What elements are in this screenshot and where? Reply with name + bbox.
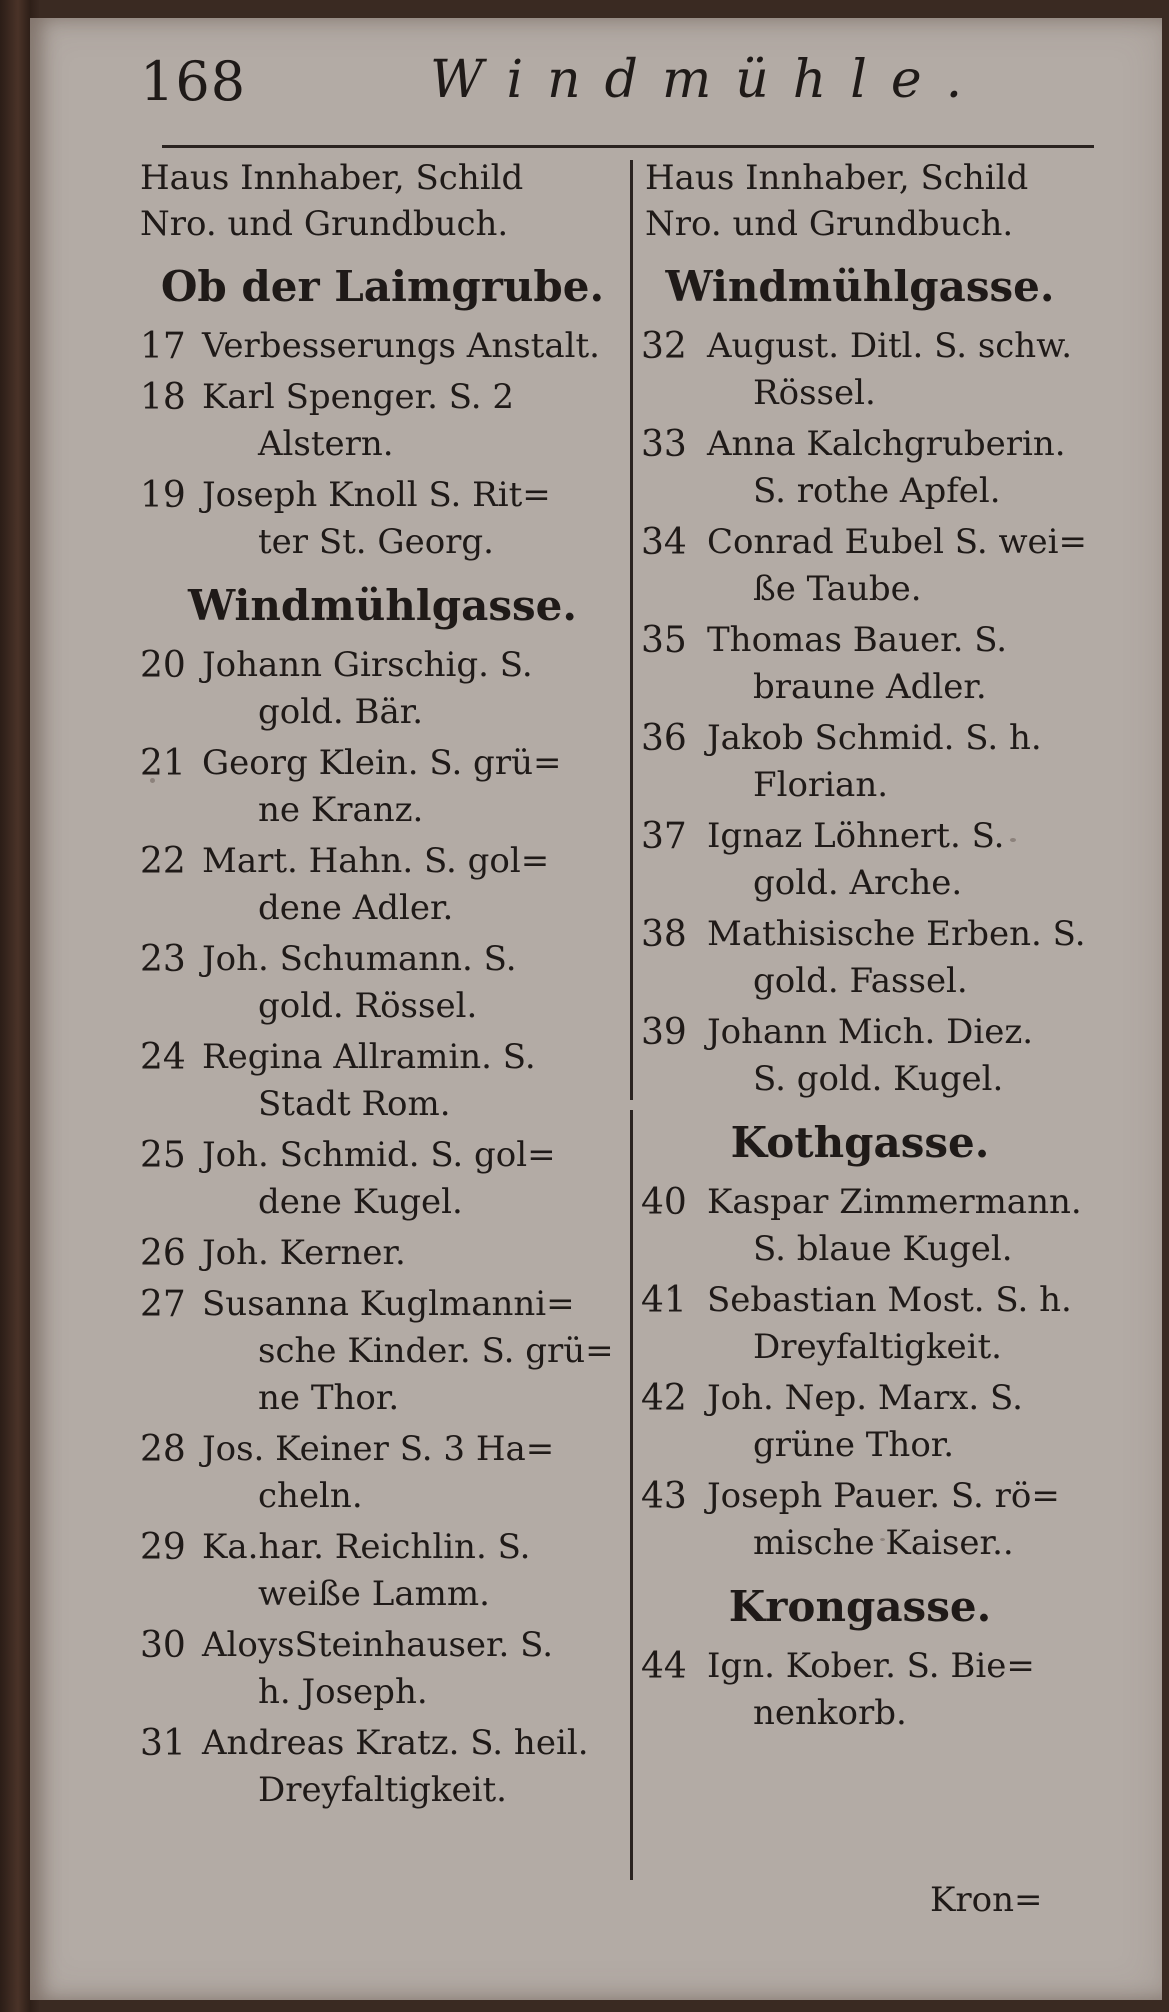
house-number: 42 xyxy=(641,1378,687,1419)
entry-text: Joh. Schmid. S. gol= xyxy=(202,1135,556,1175)
entry-text: gold. Bär. xyxy=(258,692,424,732)
house-entry xyxy=(625,813,1095,907)
house-number: 25 xyxy=(140,1135,186,1176)
entry-text: Mart. Hahn. S. gol= xyxy=(202,841,550,881)
entry-text: sche Kinder. S. grü= xyxy=(258,1331,614,1371)
entry-text: S. rothe Apfel. xyxy=(753,471,1001,511)
entry-text: ße Taube. xyxy=(753,569,922,609)
column-header-line: Nro. und Grundbuch. xyxy=(645,204,1014,244)
house-entry xyxy=(625,1473,1095,1567)
house-entry xyxy=(625,617,1095,711)
entry-text: h. Joseph. xyxy=(258,1672,428,1712)
house-entry xyxy=(625,1277,1095,1371)
entry-text: Conrad Eubel S. wei= xyxy=(707,522,1088,562)
entry-text: Verbesserungs Anstalt. xyxy=(202,326,600,366)
house-number: 22 xyxy=(140,841,186,882)
house-entry xyxy=(140,936,625,1030)
street-heading: Ob der Laimgrube. xyxy=(160,262,605,311)
house-number: 28 xyxy=(140,1429,186,1470)
house-number: 17 xyxy=(140,326,186,367)
entry-text: Karl Spenger. S. 2 xyxy=(202,377,515,417)
entry-text: Regina Allramin. S. xyxy=(202,1037,536,1077)
entry-text: Rössel. xyxy=(753,373,876,413)
entry-text: AloysSteinhauser. S. xyxy=(202,1625,554,1665)
house-entry xyxy=(140,838,625,932)
column-header-line: Nro. und Grundbuch. xyxy=(140,204,509,244)
entry-text: Johann Girschig. S. xyxy=(202,645,533,685)
house-number: 37 xyxy=(641,816,687,857)
house-number: 34 xyxy=(641,522,687,563)
column-header xyxy=(140,155,625,247)
catchword: Kron= xyxy=(930,1880,1043,1920)
entry-text: cheln. xyxy=(258,1476,363,1516)
entry-text: Ka.har. Reichlin. S. xyxy=(202,1527,531,1567)
entry-text: ne Kranz. xyxy=(258,790,424,830)
house-entry xyxy=(140,1034,625,1128)
entry-text: Ign. Kober. S. Bie= xyxy=(707,1646,1035,1686)
house-number: 24 xyxy=(140,1037,186,1078)
house-number: 26 xyxy=(140,1233,186,1274)
page-header xyxy=(140,50,1092,130)
entry-text: dene Adler. xyxy=(258,888,454,928)
house-number: 31 xyxy=(140,1723,186,1764)
entry-text: Joh. Nep. Marx. S. xyxy=(707,1378,1023,1418)
entry-text: mische Kaiser.. xyxy=(753,1523,1014,1563)
entry-text: Mathisische Erben. S. xyxy=(707,914,1086,954)
entry-text: Dreyfaltigkeit. xyxy=(753,1327,1002,1367)
house-number: 32 xyxy=(641,326,687,367)
house-entry xyxy=(140,1281,625,1422)
entry-text: Joseph Pauer. S. rö= xyxy=(707,1476,1060,1516)
house-entry xyxy=(625,911,1095,1005)
column-header xyxy=(625,155,1095,247)
house-entry xyxy=(140,1230,625,1277)
entry-text: Florian. xyxy=(753,765,889,805)
house-entry xyxy=(140,374,625,468)
entry-text: Joh. Kerner. xyxy=(202,1233,406,1273)
street-heading: Windmühlgasse. xyxy=(665,262,1055,311)
house-entry xyxy=(625,421,1095,515)
entry-text: Joseph Knoll S. Rit= xyxy=(202,475,551,515)
house-number: 27 xyxy=(140,1284,186,1325)
house-number: 38 xyxy=(641,914,687,955)
entry-text: Georg Klein. S. grü= xyxy=(202,743,562,783)
right-column xyxy=(625,155,1095,1741)
house-entry xyxy=(625,519,1095,613)
house-number: 43 xyxy=(641,1476,687,1517)
entry-text: Ignaz Löhnert. S. xyxy=(707,816,1005,856)
house-entry xyxy=(140,323,625,370)
entry-text: Stadt Rom. xyxy=(258,1084,451,1124)
entry-text: weiße Lamm. xyxy=(258,1574,490,1614)
house-entry xyxy=(140,1426,625,1520)
entry-text: gold. Rössel. xyxy=(258,986,478,1026)
house-entry xyxy=(140,740,625,834)
running-title: Windmühle. xyxy=(430,50,987,110)
column-header-line: Haus Innhaber, Schild xyxy=(140,158,524,198)
street-heading: Krongasse. xyxy=(728,1582,992,1631)
entry-text: ter St. Georg. xyxy=(258,522,494,562)
house-entry xyxy=(140,1132,625,1226)
house-entry xyxy=(140,1622,625,1716)
entry-text: S. gold. Kugel. xyxy=(753,1059,1004,1099)
house-entry xyxy=(625,1375,1095,1469)
house-entry xyxy=(140,1720,625,1814)
house-entry xyxy=(140,642,625,736)
entry-text: grüne Thor. xyxy=(753,1425,955,1465)
column-header-line: Haus Innhaber, Schild xyxy=(645,158,1029,198)
entry-text: Alstern. xyxy=(258,424,394,464)
house-number: 18 xyxy=(140,377,186,418)
entry-text: Jakob Schmid. S. h. xyxy=(707,718,1042,758)
street-heading: Windmühlgasse. xyxy=(188,581,577,630)
entry-text: Andreas Kratz. S. heil. xyxy=(202,1723,589,1763)
entry-text: braune Adler. xyxy=(753,667,987,707)
entry-text: Dreyfaltigkeit. xyxy=(258,1770,507,1810)
house-number: 29 xyxy=(140,1527,186,1568)
entry-text: August. Ditl. S. schw. xyxy=(707,326,1073,366)
entry-text: Susanna Kuglmanni= xyxy=(202,1284,575,1324)
house-number: 36 xyxy=(641,718,687,759)
house-entry xyxy=(140,472,625,566)
house-entry xyxy=(625,715,1095,809)
entry-text: Jos. Keiner S. 3 Ha= xyxy=(202,1429,555,1469)
house-number: 30 xyxy=(140,1625,186,1666)
house-number: 40 xyxy=(641,1182,687,1223)
entry-text: dene Kugel. xyxy=(258,1182,463,1222)
entry-text: Johann Mich. Diez. xyxy=(707,1012,1034,1052)
entry-text: Joh. Schumann. S. xyxy=(202,939,517,979)
entry-text: Kaspar Zimmermann. xyxy=(707,1182,1082,1222)
entry-text: ne Thor. xyxy=(258,1378,400,1418)
house-number: 44 xyxy=(641,1646,687,1687)
street-heading: Kothgasse. xyxy=(730,1118,990,1167)
house-number: 35 xyxy=(641,620,687,661)
entry-text: Anna Kalchgruberin. xyxy=(707,424,1066,464)
entry-text: Sebastian Most. S. h. xyxy=(707,1280,1072,1320)
house-number: 20 xyxy=(140,645,186,686)
entry-text: gold. Arche. xyxy=(753,863,963,903)
house-number: 41 xyxy=(641,1280,687,1321)
house-number: 21 xyxy=(140,743,186,784)
house-number: 33 xyxy=(641,424,687,465)
house-number: 39 xyxy=(641,1012,687,1053)
house-number: 19 xyxy=(140,475,186,516)
page-number: 168 xyxy=(140,50,247,113)
left-column xyxy=(140,155,625,1818)
house-entry xyxy=(625,323,1095,417)
entry-text: S. blaue Kugel. xyxy=(753,1229,1013,1269)
house-entry xyxy=(625,1643,1095,1737)
header-rule xyxy=(162,145,1094,148)
house-entry xyxy=(625,1009,1095,1103)
entry-text: nenkorb. xyxy=(753,1693,907,1733)
entry-text: Thomas Bauer. S. xyxy=(707,620,1008,660)
entry-text: gold. Fassel. xyxy=(753,961,968,1001)
house-entry xyxy=(625,1179,1095,1273)
house-number: 23 xyxy=(140,939,186,980)
house-entry xyxy=(140,1524,625,1618)
